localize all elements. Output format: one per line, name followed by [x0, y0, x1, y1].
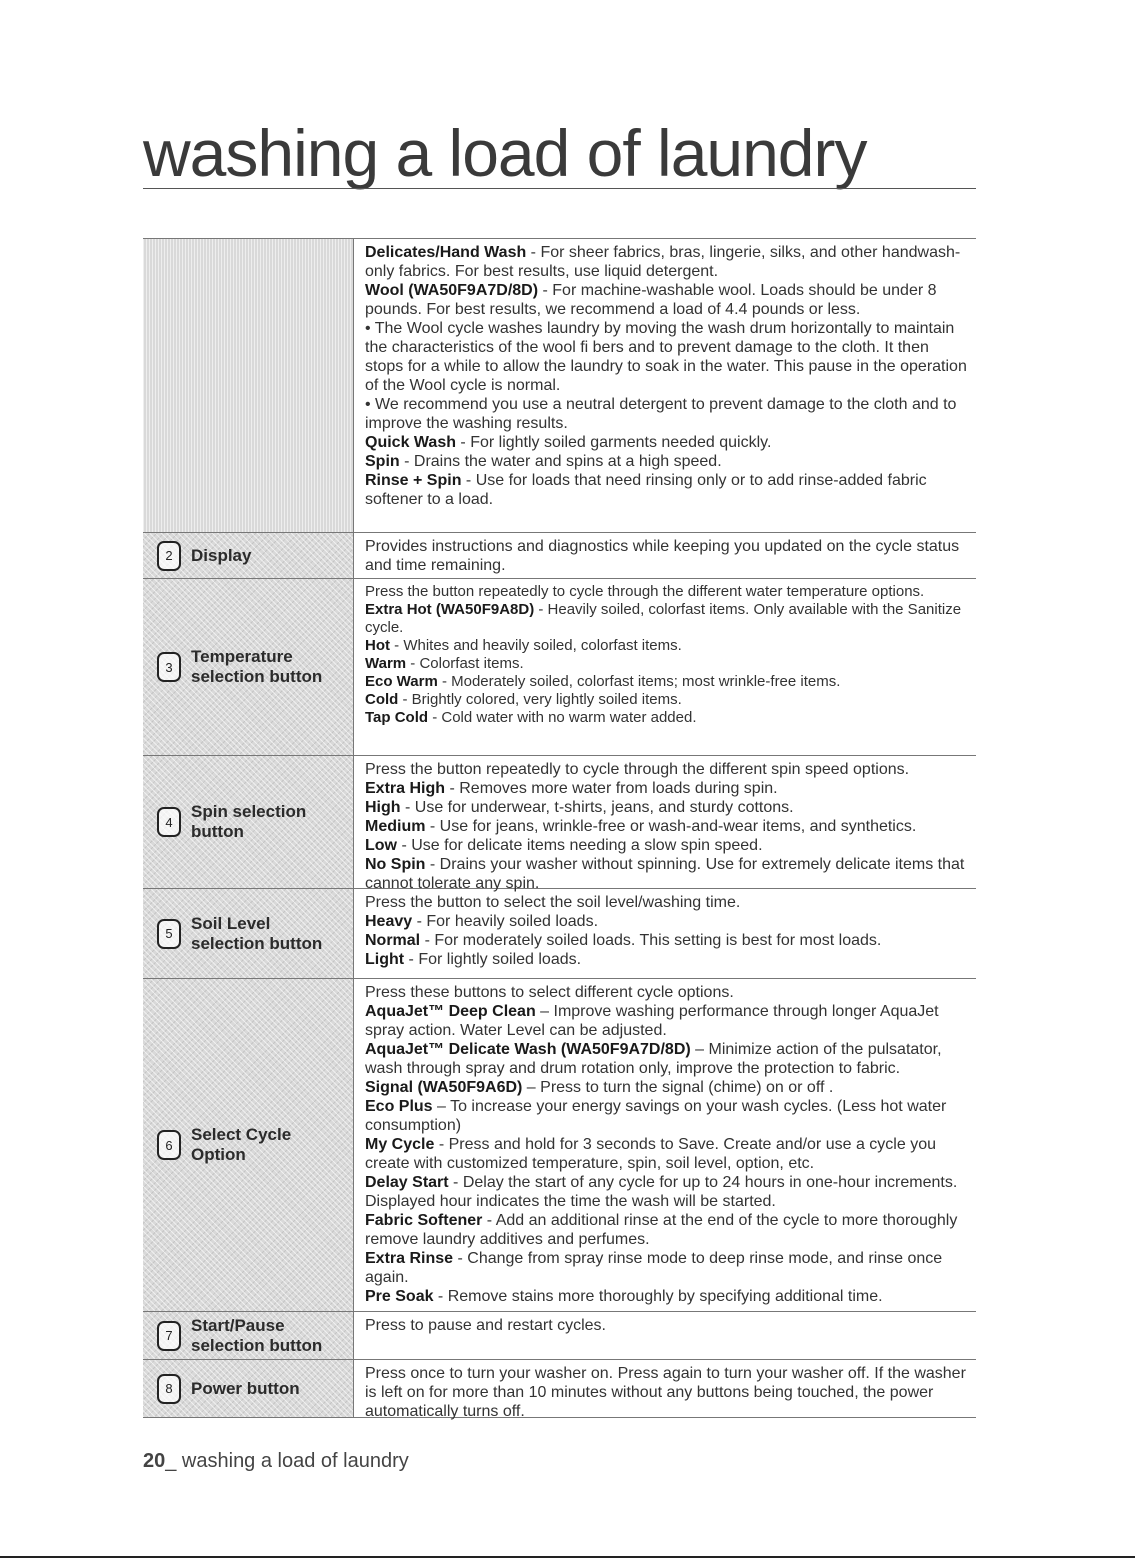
- control-label-cell: [143, 239, 354, 532]
- description-paragraph: [365, 395, 968, 433]
- option-description: - Use for jeans, wrinkle-free or wash-and-wear items, and synthetics.: [425, 818, 917, 835]
- control-number-badge: 5: [157, 919, 181, 949]
- option-description: - Remove stains more thoroughly by specifying additional time.: [433, 1288, 883, 1305]
- option-description: Press the button repeatedly to cycle through the different spin speed options.: [365, 761, 910, 778]
- option-term: Tap Cold: [365, 709, 429, 726]
- description-paragraph: [365, 1040, 968, 1078]
- page-title: washing a load of laundry: [143, 116, 867, 190]
- table-row: [143, 756, 976, 892]
- control-number-badge: 6: [157, 1130, 181, 1160]
- option-description: - For lightly soiled loads.: [404, 951, 582, 968]
- control-label-text: Temperature selection button: [191, 647, 323, 686]
- description-paragraph: [365, 798, 968, 817]
- description-paragraph: [365, 471, 968, 509]
- control-label: [157, 1374, 347, 1404]
- option-description: - Change from spray rinse mode to deep rinse mode, and rinse once again.: [365, 1250, 943, 1286]
- control-number-badge: 4: [157, 807, 181, 837]
- description-paragraph: [365, 779, 968, 798]
- description-cell: [354, 533, 976, 578]
- description-paragraph: [365, 281, 968, 319]
- description-paragraph: [365, 950, 968, 969]
- option-description: - Cold water with no warm water added.: [428, 709, 697, 726]
- option-term: Cold: [365, 691, 399, 708]
- option-description: - For machine-washable wool. Loads should be under 8 pounds. For best results, we recommend a load of 4.4 pounds or less.: [365, 282, 937, 318]
- option-description: - Add an additional rinse at the end of the cycle to more thoroughly remove laundry additives and perfumes.: [365, 1212, 958, 1248]
- option-description: - For sheer fabrics, bras, lingerie, silks, and other handwash-only fabrics. For best results, use liquid detergent.: [365, 244, 961, 280]
- control-label-text: Soil Level selection button: [191, 913, 323, 953]
- option-description: - Press and hold for 3 seconds to Save. Create and/or use a cycle you create with customized temperature, spin, soil level, option, etc.: [365, 1136, 936, 1172]
- description-paragraph: [365, 760, 968, 779]
- control-label-text: Display: [191, 545, 252, 565]
- option-term: Hot: [365, 637, 390, 654]
- control-label-text: Start/Pause selection button: [191, 1315, 323, 1355]
- option-description: Press the button to select the soil level/washing time.: [365, 894, 741, 911]
- control-label: [157, 647, 347, 687]
- description-paragraph: [365, 537, 968, 575]
- option-description: - Heavily soiled, colorfast items. Only available with the Sanitize cycle.: [365, 601, 962, 636]
- option-description: Press to pause and restart cycles.: [365, 1317, 606, 1334]
- option-description: Provides instructions and diagnostics while keeping you updated on the cycle status and time remaining.: [365, 538, 960, 574]
- option-term: Spin: [365, 453, 400, 470]
- option-description: – Improve washing performance through longer AquaJet spray action. Water Level can be adjusted.: [365, 1003, 939, 1039]
- option-term: AquaJet™ Deep Clean: [365, 1003, 536, 1020]
- option-term: Warm: [365, 655, 407, 672]
- bottom-rule: [0, 1556, 1135, 1558]
- description-paragraph: [365, 817, 968, 836]
- control-label: [157, 541, 347, 571]
- option-description: - Whites and heavily soiled, colorfast items.: [390, 637, 682, 654]
- option-description: - Drains your washer without spinning. Use for extremely delicate items that cannot tolerate any spin.: [365, 856, 965, 892]
- table-row: [143, 1360, 976, 1418]
- option-term: Quick Wash: [365, 434, 456, 451]
- option-description: - Use for underwear, t-shirts, jeans, and sturdy cottons.: [400, 799, 794, 816]
- option-description: Press once to turn your washer on. Press again to turn your washer off. If the washer is left on for more than 10 minutes without any buttons being touched, the power automatically turns off.: [365, 1365, 966, 1420]
- description-cell: [354, 1312, 976, 1359]
- option-term: Delay Start: [365, 1174, 449, 1191]
- option-description: - Drains the water and spins at a high speed.: [399, 453, 722, 470]
- table-row: [143, 1312, 976, 1360]
- option-description: - For heavily soiled loads.: [412, 913, 599, 930]
- option-term: Light: [365, 951, 405, 968]
- option-term: My Cycle: [365, 1136, 435, 1153]
- control-label-cell: [143, 979, 354, 1311]
- option-term: Heavy: [365, 913, 413, 930]
- description-paragraph: [365, 583, 968, 601]
- description-paragraph: [365, 601, 968, 637]
- control-label-cell: [143, 1360, 354, 1417]
- description-cell: [354, 979, 976, 1311]
- description-paragraph: [365, 1173, 968, 1211]
- control-label-cell: [143, 756, 354, 888]
- option-term: Rinse + Spin: [365, 472, 462, 489]
- option-description: - Colorfast items.: [406, 655, 524, 672]
- description-paragraph: [365, 893, 968, 912]
- control-label-cell: [143, 889, 354, 978]
- option-description: – Press to turn the signal (chime) on or off .: [522, 1079, 834, 1096]
- description-paragraph: [365, 1287, 968, 1306]
- control-label-text: Power button: [191, 1378, 300, 1398]
- control-label: [157, 914, 347, 954]
- description-paragraph: [365, 1211, 968, 1249]
- description-paragraph: [365, 931, 968, 950]
- control-number-badge: 2: [157, 541, 181, 571]
- control-label-cell: [143, 533, 354, 578]
- option-description: - Brightly colored, very lightly soiled items.: [398, 691, 682, 708]
- description-paragraph: [365, 983, 968, 1002]
- option-term: Low: [365, 837, 397, 854]
- control-label: [157, 1316, 347, 1356]
- description-paragraph: [365, 673, 968, 691]
- description-cell: [354, 579, 976, 755]
- option-term: Signal (WA50F9A6D): [365, 1079, 523, 1096]
- control-label-text: Spin selection button: [191, 802, 307, 841]
- option-description: - Removes more water from loads during spin.: [445, 780, 778, 797]
- description-paragraph: [365, 319, 968, 395]
- description-paragraph: [365, 1078, 968, 1097]
- description-paragraph: [365, 709, 968, 727]
- option-description: • We recommend you use a neutral detergent to prevent damage to the cloth and to improve the washing results.: [365, 396, 957, 432]
- table-row: [143, 579, 976, 756]
- option-description: – To increase your energy savings on your wash cycles. (Less hot water consumption): [365, 1098, 947, 1134]
- control-panel-table: [143, 238, 976, 1418]
- description-paragraph: [365, 655, 968, 673]
- option-description: - For moderately soiled loads. This setting is best for most loads.: [420, 932, 882, 949]
- option-term: No Spin: [365, 856, 426, 873]
- description-paragraph: [365, 1135, 968, 1173]
- table-row: [143, 889, 976, 979]
- option-description: - Use for delicate items needing a slow spin speed.: [397, 837, 763, 854]
- table-row: [143, 239, 976, 533]
- description-cell: [354, 1360, 976, 1420]
- page-number: 20: [143, 1450, 166, 1472]
- title-rule: [143, 188, 976, 189]
- control-label-cell: [143, 1312, 354, 1359]
- description-cell: [354, 889, 976, 978]
- option-term: Wool (WA50F9A7D/8D): [365, 282, 539, 299]
- option-description: - Moderately soiled, colorfast items; most wrinkle-free items.: [437, 673, 841, 690]
- option-description: – Minimize action of the pulsatator, wash through spray and drum rotation only, improve the protection to fabric.: [365, 1041, 942, 1077]
- description-paragraph: [365, 855, 968, 893]
- option-description: • The Wool cycle washes laundry by moving the wash drum horizontally to maintain the characteristics of the wool fi bers and to prevent damage to the cloth. It then stops for a while to allow the laundry to soak in the water. This pause in the operation of the Wool cycle is normal.: [365, 320, 967, 394]
- description-paragraph: [365, 1097, 968, 1135]
- option-description: - Use for loads that need rinsing only or to add rinse-added fabric softener to a load.: [365, 472, 927, 508]
- option-term: Eco Warm: [365, 673, 438, 690]
- option-term: Normal: [365, 932, 421, 949]
- description-paragraph: [365, 1002, 968, 1040]
- option-term: High: [365, 799, 401, 816]
- control-number-badge: 8: [157, 1374, 181, 1404]
- option-description: - Delay the start of any cycle for up to 24 hours in one-hour increments. Displayed hour indicates the time the wash will be started.: [365, 1174, 958, 1210]
- control-label: [157, 802, 347, 842]
- description-cell: [354, 756, 976, 892]
- option-term: AquaJet™ Delicate Wash (WA50F9A7D/8D): [365, 1041, 691, 1058]
- description-paragraph: [365, 1316, 968, 1335]
- option-description: Press the button repeatedly to cycle through the different water temperature options.: [365, 583, 925, 600]
- description-paragraph: [365, 836, 968, 855]
- option-term: Extra High: [365, 780, 446, 797]
- description-paragraph: [365, 1249, 968, 1287]
- option-term: Medium: [365, 818, 426, 835]
- option-term: Fabric Softener: [365, 1212, 483, 1229]
- description-paragraph: [365, 912, 968, 931]
- description-paragraph: [365, 243, 968, 281]
- option-description: Press these buttons to select different cycle options.: [365, 984, 734, 1001]
- footer-text: _ washing a load of laundry: [165, 1450, 409, 1472]
- option-term: Eco Plus: [365, 1098, 433, 1115]
- page-footer: [143, 1450, 409, 1473]
- control-label-text: Select Cycle Option: [191, 1125, 292, 1164]
- option-term: Delicates/Hand Wash: [365, 244, 527, 261]
- description-paragraph: [365, 452, 968, 471]
- option-term: Extra Hot (WA50F9A8D): [365, 601, 535, 618]
- option-term: Extra Rinse: [365, 1250, 454, 1267]
- table-row: [143, 533, 976, 579]
- description-paragraph: [365, 1364, 968, 1421]
- control-label-cell: [143, 579, 354, 755]
- description-paragraph: [365, 637, 968, 655]
- table-row: [143, 979, 976, 1312]
- description-cell: [354, 239, 976, 532]
- description-paragraph: [365, 691, 968, 709]
- control-number-badge: 3: [157, 652, 181, 682]
- control-label: [157, 1125, 347, 1165]
- control-number-badge: 7: [157, 1321, 181, 1351]
- option-term: Pre Soak: [365, 1288, 434, 1305]
- option-description: - For lightly soiled garments needed quickly.: [455, 434, 772, 451]
- description-paragraph: [365, 433, 968, 452]
